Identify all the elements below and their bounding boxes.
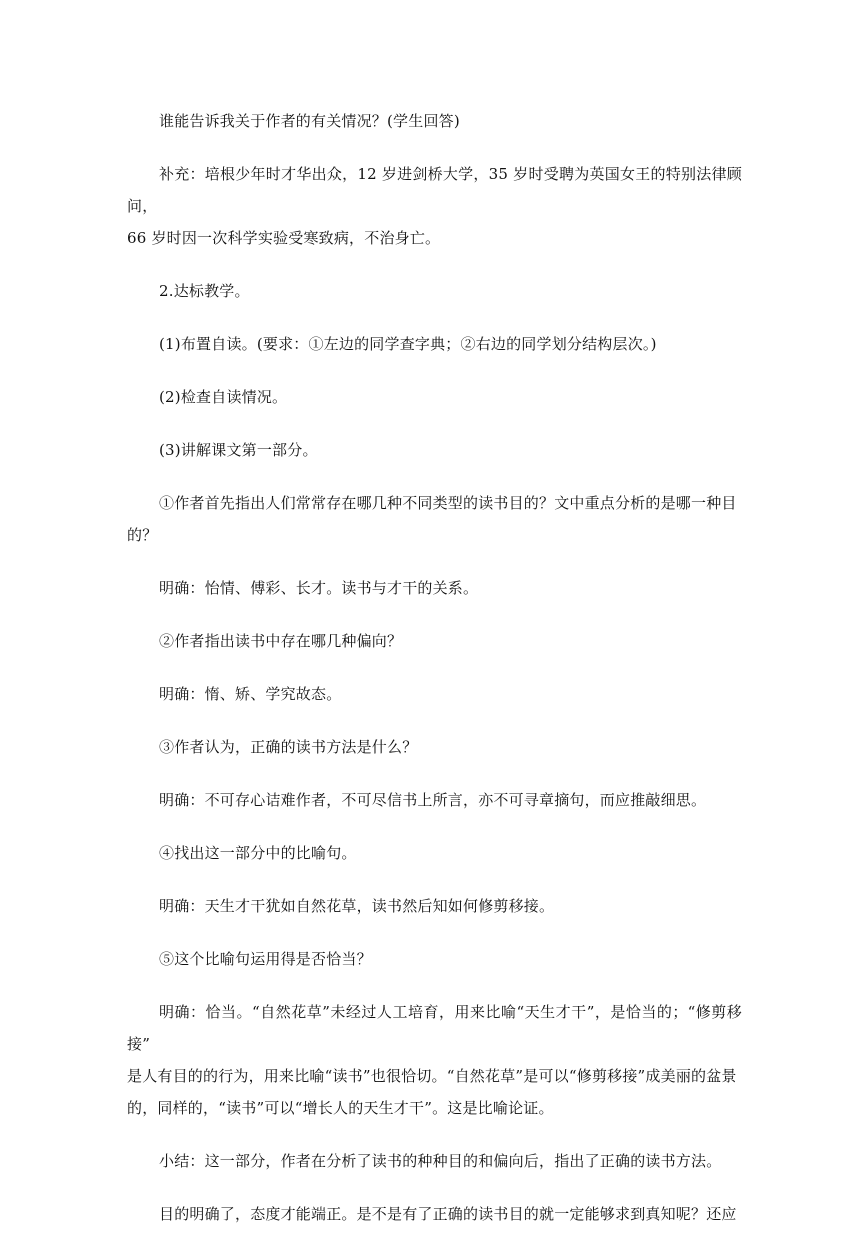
document-body bbox=[127, 105, 742, 1251]
question-5 bbox=[127, 943, 742, 975]
text-line: 小结：这一部分，作者在分析了读书的种种目的和偏向后，指出了正确的读书方法。 bbox=[159, 1152, 722, 1170]
question-3 bbox=[127, 731, 742, 763]
answer-1 bbox=[127, 572, 742, 604]
text-line: ②作者指出读书中存在哪几种偏向？ bbox=[159, 632, 403, 650]
paragraph-author-supplement bbox=[127, 158, 742, 254]
text-line: 明确：怡情、傅彩、长才。读书与才干的关系。 bbox=[159, 579, 479, 597]
paragraph-step-1 bbox=[127, 328, 742, 360]
answer-3 bbox=[127, 784, 742, 816]
text-line: ③作者认为，正确的读书方法是什么？ bbox=[159, 738, 418, 756]
text-line: 是人有目的的行为，用来比喻“读书”也很恰切。“自然花草”是可以“修剪移接”成美丽的盆景 bbox=[127, 1067, 737, 1085]
answer-4 bbox=[127, 890, 742, 922]
text-line: 明确：惰、矫、学究故态。 bbox=[159, 685, 342, 703]
text-line: 的，同样的，“读书”可以“增长人的天生才干”。这是比喻论证。 bbox=[127, 1099, 554, 1117]
text-line: 的？ bbox=[127, 526, 158, 544]
summary-paragraph bbox=[127, 1145, 742, 1177]
text-line: ④找出这一部分中的比喻句。 bbox=[159, 844, 357, 862]
answer-5 bbox=[127, 996, 742, 1124]
text-line: (1)布置自读。(要求：①左边的同学查字典；②右边的同学划分结构层次。) bbox=[159, 335, 657, 353]
text-line: ⑤这个比喻句运用得是否恰当？ bbox=[159, 950, 372, 968]
text-line: 2.达标教学。 bbox=[159, 282, 250, 300]
section-heading-teaching bbox=[127, 275, 742, 307]
text-line: 谁能告诉我关于作者的有关情况？(学生回答) bbox=[159, 112, 460, 130]
text-line: 明确：恰当。“自然花草”未经过人工培育，用来比喻“天生才干”，是恰当的；“修剪移接” bbox=[127, 1003, 742, 1053]
text-line: 目的明确了，态度才能端正。是不是有了正确的读书目的就一定能够求到真知呢？还应 bbox=[159, 1205, 737, 1223]
question-1 bbox=[127, 487, 742, 551]
text-line: ①作者首先指出人们常常存在哪几种不同类型的读书目的？文中重点分析的是哪一种目 bbox=[159, 494, 737, 512]
answer-2 bbox=[127, 678, 742, 710]
paragraph-step-2 bbox=[127, 381, 742, 413]
text-line: 补充：培根少年时才华出众，12 岁进剑桥大学，35 岁时受聘为英国女王的特别法律顾问， bbox=[127, 165, 742, 215]
closing-paragraph bbox=[127, 1198, 742, 1230]
text-line: 明确：天生才干犹如自然花草，读书然后知如何修剪移接。 bbox=[159, 897, 555, 915]
question-4 bbox=[127, 837, 742, 869]
text-line: 明确：不可存心诘难作者，不可尽信书上所言，亦不可寻章摘句，而应推敲细思。 bbox=[159, 791, 707, 809]
paragraph-author-question bbox=[127, 105, 742, 137]
paragraph-step-3 bbox=[127, 434, 742, 466]
text-line: (3)讲解课文第一部分。 bbox=[159, 441, 318, 459]
question-2 bbox=[127, 625, 742, 657]
text-line: 66 岁时因一次科学实验受寒致病，不治身亡。 bbox=[127, 229, 441, 247]
text-line: (2)检查自读情况。 bbox=[159, 388, 288, 406]
